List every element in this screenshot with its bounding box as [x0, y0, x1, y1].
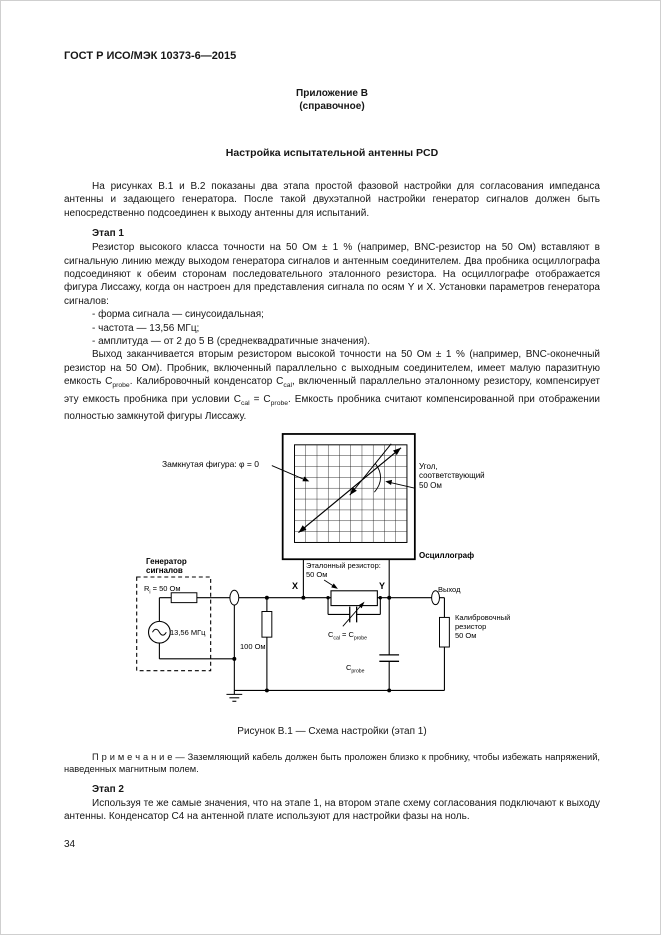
- note-paragraph: [64, 751, 600, 776]
- reference-resistor-label: Эталонный резистор: 50 Ом: [306, 560, 381, 579]
- ground-return: [226, 605, 444, 701]
- coax-connector: [230, 590, 239, 605]
- x-axis-label: X: [292, 580, 299, 591]
- generator-label: Генератор сигналов: [146, 556, 187, 575]
- figure-caption: Рисунок В.1 — Схема настройки (этап 1): [237, 725, 427, 737]
- angle-label: Угол, соответствующий 50 Ом: [419, 461, 485, 490]
- stage-1-label: Этап 1: [92, 228, 124, 240]
- annex-label: Приложение В: [296, 88, 368, 99]
- resistor-100-label: 100 Ом: [240, 641, 266, 651]
- output-label: Выход: [438, 584, 461, 594]
- probe-capacitor: [379, 597, 399, 690]
- frequency-label: 13,56 МГц: [170, 627, 206, 637]
- list-item-frequency: - частота — 13,56 МГц;: [92, 322, 200, 334]
- y-axis-label: Y: [379, 580, 386, 591]
- page-number: 34: [64, 839, 76, 850]
- stage-2-paragraph-1: Используя те же самые значения, что на этапе 1, на втором этапе схему согласования подключают к выходу антенны. Конденсатор C4 на антенной плате используют для настройки фазы на ноль.: [64, 797, 600, 822]
- cprobe-label: $C_{probe}$: [346, 662, 365, 674]
- stage-1-paragraph-1: Резистор высокого класса точности на 50 Ом ± 1 % (например, BNC-резистор на 50 Ом) вставляют в сигнальную линию между выходом генератора сигналов и антенным соединителем. Два пробника осциллографа подсоединяют к обеим сторонам последовательного эталонного резистора. На осциллографе отображается фигура Лиссажу, когда он настроен для представления сигнала по осям Y и X. Установки параметров генератора сигналов:: [64, 242, 600, 307]
- calibration-resistor: [432, 590, 450, 690]
- ccal-label: $C_{cal} = C_{probe}$: [328, 629, 367, 641]
- note-label: П р и м е ч а н и е: [92, 751, 173, 762]
- note-text: — Заземляющий кабель должен быть проложен близко к пробнику, чтобы избежать напряжений, наведенных магнитным полем.: [64, 751, 601, 774]
- oscilloscope-label: Осциллограф: [419, 550, 475, 560]
- section-title: Настройка испытательной антенны PCD: [225, 147, 439, 159]
- list-item-waveform: - форма сигнала — синусоидальная;: [92, 309, 264, 321]
- reference-resistor: [328, 590, 380, 626]
- annex-heading: [64, 87, 600, 113]
- paragraph-intro: На рисунках В.1 и В.2 показаны два этапа простой фазовой настройки для согласования импеданса антенны и задающего генератора. После такой двухэтапной настройки генератор сигналов должен быть непосредственно подсоединен к выходу антенны для испытаний.: [64, 181, 600, 219]
- closed-figure-label: Замкнутая фигура: φ = 0: [162, 458, 259, 469]
- list-item-amplitude: - амплитуда — от 2 до 5 В (среднеквадратичные значения).: [92, 336, 371, 348]
- internal-resistance-label: $R_i = 50$ Ом: [144, 583, 181, 595]
- page-content: [64, 50, 600, 823]
- stage-2-label: Этап 2: [92, 783, 124, 795]
- stage-1-paragraph-2: Выход заканчивается вторым резистором высокой точности на 50 Ом ± 1 % (например, BNC-оконечный резистор на 50 Ом). Пробник, включенный параллельно с выходным соединителем, имеет малую паразитную емкость $C_{probe}$. Калибровочный конденсатор $C_{cal}$, включенный параллельно эталонному резистору, компенсирует эту емкость пробника при условии $C_{cal} = C_{probe}$. Емкость пробника считают компенсированной при отображении полностью замкнутой фигуры Лиссажу.: [64, 349, 601, 423]
- figure-b1-diagram: [66, 432, 596, 720]
- document-header: ГОСТ Р ИСО/МЭК 10373-6—2015: [64, 50, 237, 62]
- annex-type: (справочное): [299, 101, 365, 112]
- calibration-resistor-label: Калибровочный резистор 50 Ом: [455, 612, 511, 640]
